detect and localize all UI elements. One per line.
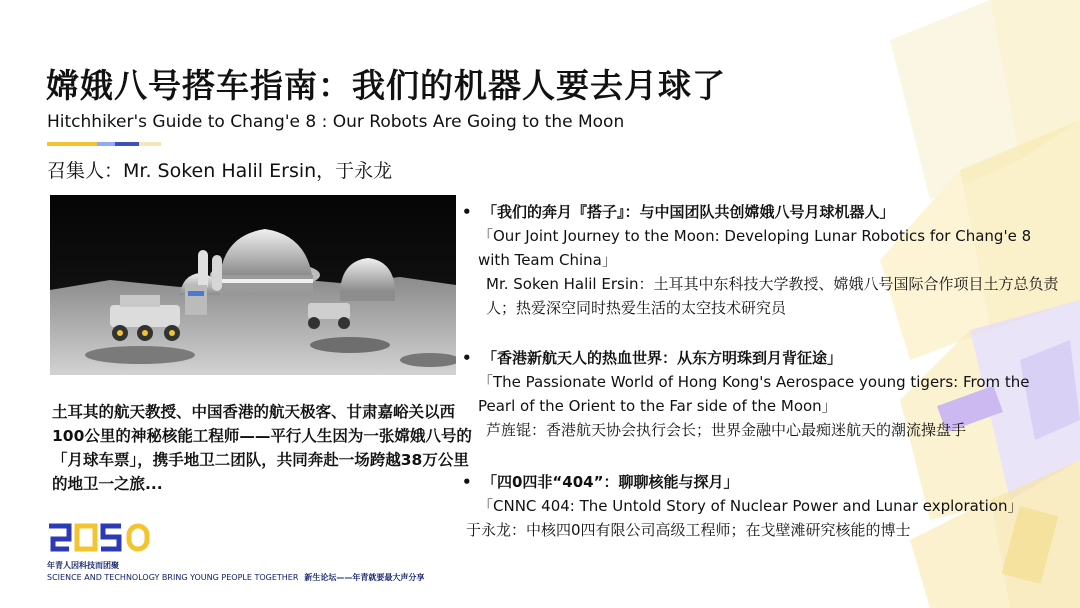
accent-bar xyxy=(97,142,115,146)
topic-english-title: 「Our Joint Journey to the Moon: Developing Lunar Robotics for Chang'e 8 with Team China」 xyxy=(478,227,1032,269)
logo-2050-icon xyxy=(47,522,151,556)
topic-title: 「四0四非“404”：聊聊核能与探月」 xyxy=(482,473,739,491)
convener-line: 召集人：Mr. Soken Halil Ersin，于永龙 xyxy=(47,160,393,182)
topic-english-title: 「The Passionate World of Hong Kong's Aerospace young tigers: From the Pearl of the Orient to the Far side of the Moon」 xyxy=(478,373,1030,415)
topic-speaker: 于永龙：中核四0四有限公司高级工程师；在戈壁滩研究核能的博士 xyxy=(466,521,911,539)
list-item xyxy=(462,200,1062,320)
accent-bar xyxy=(115,142,139,146)
logo-tagline-cn: 年青人因科技而团聚 xyxy=(47,561,119,570)
lunar-base-image xyxy=(50,195,456,375)
page-subtitle: Hitchhiker's Guide to Chang'e 8 : Our Robots Are Going to the Moon xyxy=(47,112,625,132)
accent-bar xyxy=(139,142,161,146)
topic-title: 「我们的奔月『搭子』：与中国团队共创嫦娥八号月球机器人」 xyxy=(482,203,895,221)
session-description: 土耳其的航天教授、中国香港的航天极客、甘肃嘉峪关以西100公里的神秘核能工程师——平行人生因为一张嫦娥八号的「月球车票」，携手地卫二团队，共同奔赴一场跨越38万公里的地卫一之旅... xyxy=(52,403,472,493)
topic-english-title: 「CNNC 404: The Untold Story of Nuclear Power and Lunar exploration」 xyxy=(478,497,1023,515)
page-title: 嫦娥八号搭车指南：我们的机器人要去月球了 xyxy=(46,66,726,105)
accent-color-bars xyxy=(47,142,161,146)
logo-tagline-en-text: SCIENCE AND TECHNOLOGY BRING YOUNG PEOPLE TOGETHER xyxy=(47,573,299,582)
bullet-icon: • xyxy=(462,203,472,221)
footer-logo xyxy=(47,522,424,583)
topic-speaker: 芦旌锟：香港航天协会执行会长；世界金融中心最痴迷航天的潮流操盘手 xyxy=(486,421,967,439)
forum-name: 新生论坛——年青就要最大声分享 xyxy=(304,573,425,582)
accent-bar xyxy=(47,142,97,146)
list-item xyxy=(462,346,1062,442)
topic-speaker: Mr. Soken Halil Ersin：土耳其中东科技大学教授、嫦娥八号国际合作项目土方总负责人；热爱深空同时热爱生活的太空技术研究员 xyxy=(486,275,1059,317)
logo-tagline-en xyxy=(47,572,424,583)
bullet-icon: • xyxy=(462,349,472,367)
topic-title: 「香港新航天人的热血世界：从东方明珠到月背征途」 xyxy=(482,349,843,367)
bullet-icon: • xyxy=(462,473,472,491)
list-item xyxy=(462,470,1023,542)
